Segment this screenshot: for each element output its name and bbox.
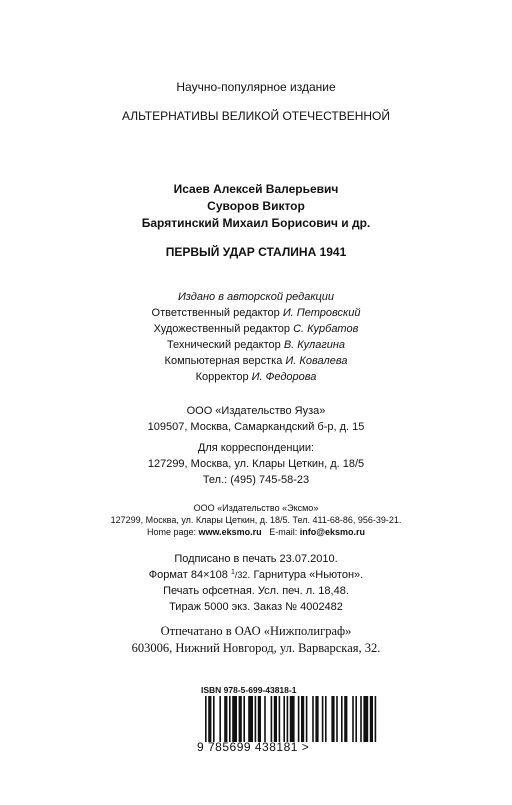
correspondence-address: 127299, Москва, ул. Клары Цеткин, д. 18/5 bbox=[147, 458, 365, 470]
barcode-digits: 9 785699 438181 > bbox=[197, 740, 310, 754]
credit-proofreader: Корректор И. Федорова bbox=[195, 371, 317, 383]
homepage-link[interactable]: www.eksmo.ru bbox=[198, 527, 262, 537]
distributor-name: ООО «Издательство «Эксмо» bbox=[193, 503, 319, 513]
printing-line: Печать офсетная. Усл. печ. л. 18,48. bbox=[163, 585, 349, 597]
author-2: Суворов Виктор bbox=[207, 199, 305, 213]
barcode-block bbox=[197, 685, 415, 754]
credit-layout: Компьютерная верстка И. Ковалева bbox=[164, 355, 348, 367]
printer-name: Отпечатано в ОАО «Нижполиграф» bbox=[160, 624, 352, 638]
credit-art-editor: Художественный редактор С. Курбатов bbox=[153, 323, 359, 335]
publisher-phone: Тел.: (495) 745-58-23 bbox=[202, 474, 310, 486]
distributor-contacts: Home page: www.eksmo.ru E-mail: info@eksmo.ru bbox=[146, 527, 366, 537]
credit-chief-editor: Ответственный редактор И. Петровский bbox=[151, 307, 361, 319]
correspondence-label: Для корреспонденции: bbox=[197, 442, 315, 454]
book-title: ПЕРВЫЙ УДАР СТАЛИНА 1941 bbox=[165, 245, 347, 259]
distributor-address: 127299, Москва, ул. Клары Цеткин, д. 18/5. Тел. 411-68-86, 956-39-21. bbox=[110, 515, 402, 525]
credit-edition-note: Издано в авторской редакции bbox=[177, 291, 335, 303]
publisher-address: 109507, Москва, Самаркандский б-р, д. 15 bbox=[147, 421, 365, 433]
signed-date: Подписано в печать 23.07.2010. bbox=[174, 553, 338, 565]
author-1: Исаев Алексей Валерьевич bbox=[173, 182, 339, 196]
barcode-bars-icon bbox=[197, 696, 415, 742]
isbn-label: ISBN 978-5-699-43818-1 bbox=[201, 685, 297, 695]
format-line: Формат 84×108 $^1$/32. Гарнитура «Ньютон». bbox=[148, 569, 364, 581]
series-title: АЛЬТЕРНАТИВЫ ВЕЛИКОЙ ОТЕЧЕСТВЕННОЙ bbox=[121, 109, 391, 123]
email-link[interactable]: info@eksmo.ru bbox=[299, 527, 366, 537]
run-order-line: Тираж 5000 экз. Заказ № 4002482 bbox=[169, 601, 343, 613]
credit-tech-editor: Технический редактор В. Кулагина bbox=[166, 339, 346, 351]
publisher-name: ООО «Издательство Яуза» bbox=[186, 405, 326, 417]
printer-address: 603006, Нижний Новгород, ул. Варварская, 32. bbox=[131, 641, 381, 655]
author-3: Барятинский Михаил Борисович и др. bbox=[141, 216, 371, 230]
edition-type: Научно-популярное издание bbox=[176, 80, 336, 94]
